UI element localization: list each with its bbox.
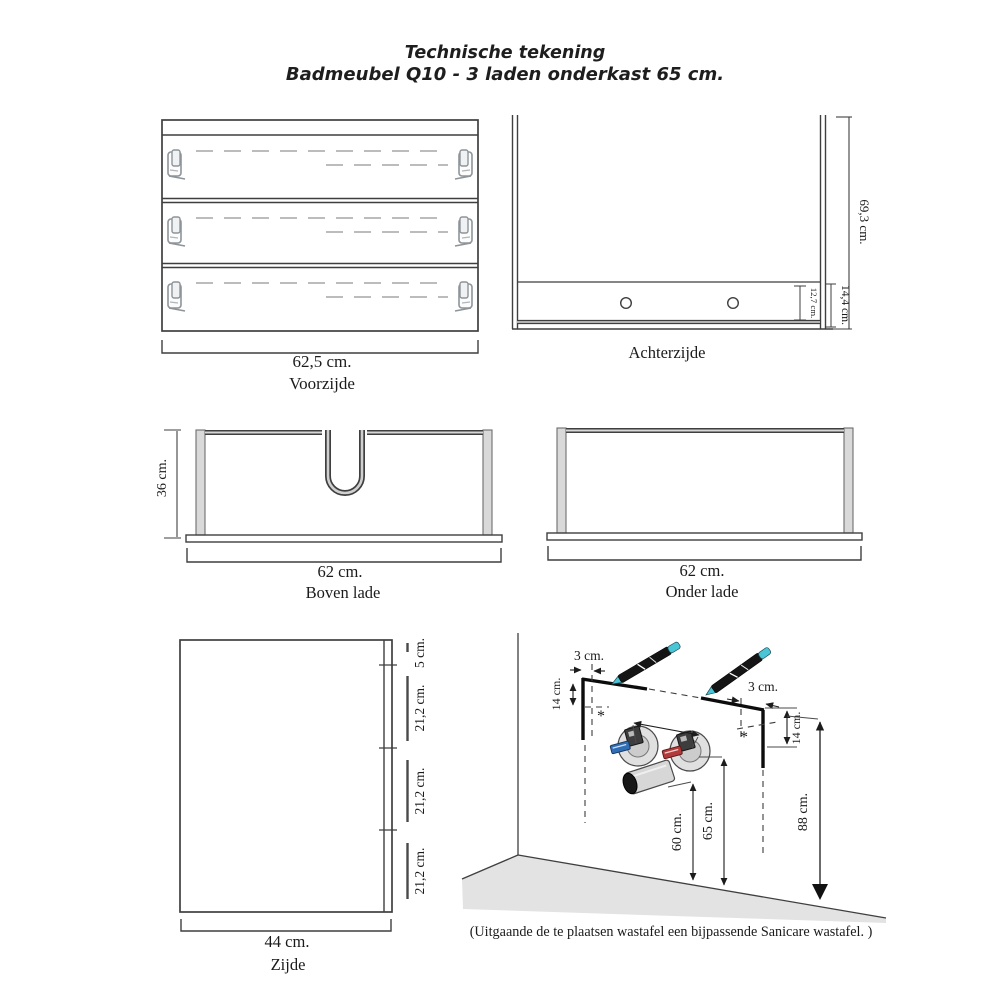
front-view-label: Voorzijde — [289, 374, 355, 393]
svg-text:65 cm.: 65 cm. — [701, 801, 716, 841]
svg-text:5 cm.: 5 cm. — [412, 638, 427, 668]
svg-text:14 cm.: 14 cm. — [789, 711, 803, 745]
width-dimension-bracket — [187, 548, 501, 562]
drawer-slide-icon — [168, 217, 185, 246]
drawer-slide-icon — [455, 150, 472, 179]
asterisk-right: * — [740, 729, 748, 746]
drain-height-dimension — [668, 782, 693, 880]
drawer-row — [168, 150, 472, 179]
drawer-row — [168, 217, 472, 246]
siphon-cutout — [328, 430, 362, 493]
svg-text:12,7 cm.: 12,7 cm. — [809, 287, 819, 319]
total-height-dimension — [833, 117, 872, 329]
drawer-slide-icon — [455, 282, 472, 311]
svg-text:14,4 cm.: 14,4 cm. — [839, 285, 851, 325]
mounting-hole — [621, 298, 632, 309]
svg-text:21,2 cm.: 21,2 cm. — [412, 684, 427, 732]
back-view-drawing — [512, 115, 872, 362]
svg-text:60 cm.: 60 cm. — [670, 812, 685, 852]
top-drawer-label: Boven lade — [305, 583, 381, 602]
hole-height-dimension — [794, 286, 819, 320]
side-view-drawing — [180, 638, 427, 974]
title-line-1: Technische tekening — [404, 43, 606, 63]
svg-text:88 cm.: 88 cm. — [796, 792, 811, 832]
top-drawer-drawing — [155, 430, 502, 602]
depth-dimension-left — [549, 678, 573, 711]
drawer-slide-icon — [168, 150, 185, 179]
svg-text:69,3 cm.: 69,3 cm. — [857, 199, 872, 245]
drain-pipe-icon — [620, 759, 675, 796]
offset-dimension-left — [570, 648, 605, 671]
mounting-hole — [728, 298, 739, 309]
width-dimension-bracket — [181, 919, 391, 931]
title-line-2: Badmeubel Q10 - 3 laden onderkast 65 cm. — [285, 64, 725, 85]
back-view-label: Achterzijde — [628, 343, 706, 362]
svg-text:21,2 cm.: 21,2 cm. — [412, 767, 427, 815]
front-view-drawing — [162, 120, 478, 393]
svg-text:21,2 cm.: 21,2 cm. — [412, 847, 427, 895]
valve-height-dimension — [699, 757, 724, 885]
drawer-slide-icon — [168, 282, 185, 311]
front-width-dimension: 62,5 cm. — [292, 352, 352, 371]
asterisk-left: * — [597, 708, 605, 725]
installation-caption: (Uitgaande de te plaatsen wastafel een bijpassende Sanicare wastafel. ) — [469, 924, 873, 940]
height-dimension — [155, 430, 181, 538]
svg-text:36 cm.: 36 cm. — [155, 458, 170, 498]
plinth-height-dimension — [826, 284, 851, 327]
bottom-drawer-width-dimension: 62 cm. — [679, 561, 725, 580]
drawer-row — [168, 282, 472, 311]
top-drawer-width-dimension: 62 cm. — [317, 562, 363, 581]
svg-text:3 cm.: 3 cm. — [748, 679, 778, 694]
cold-valve-icon — [607, 726, 658, 766]
marker-pen-icon — [610, 641, 682, 688]
drawer-slide-icon — [455, 217, 472, 246]
side-view-label: Zijde — [270, 955, 306, 974]
bottom-drawer-drawing — [547, 428, 862, 601]
width-dimension-bracket — [548, 546, 861, 560]
depth-dimension-right — [765, 708, 803, 747]
svg-text:3 cm.: 3 cm. — [574, 648, 604, 663]
installation-drawing — [462, 633, 886, 940]
segment-dimensions — [408, 638, 428, 899]
bottom-drawer-label: Onder lade — [665, 582, 739, 601]
side-width-dimension: 44 cm. — [264, 932, 310, 951]
svg-text:14 cm.: 14 cm. — [549, 677, 563, 711]
